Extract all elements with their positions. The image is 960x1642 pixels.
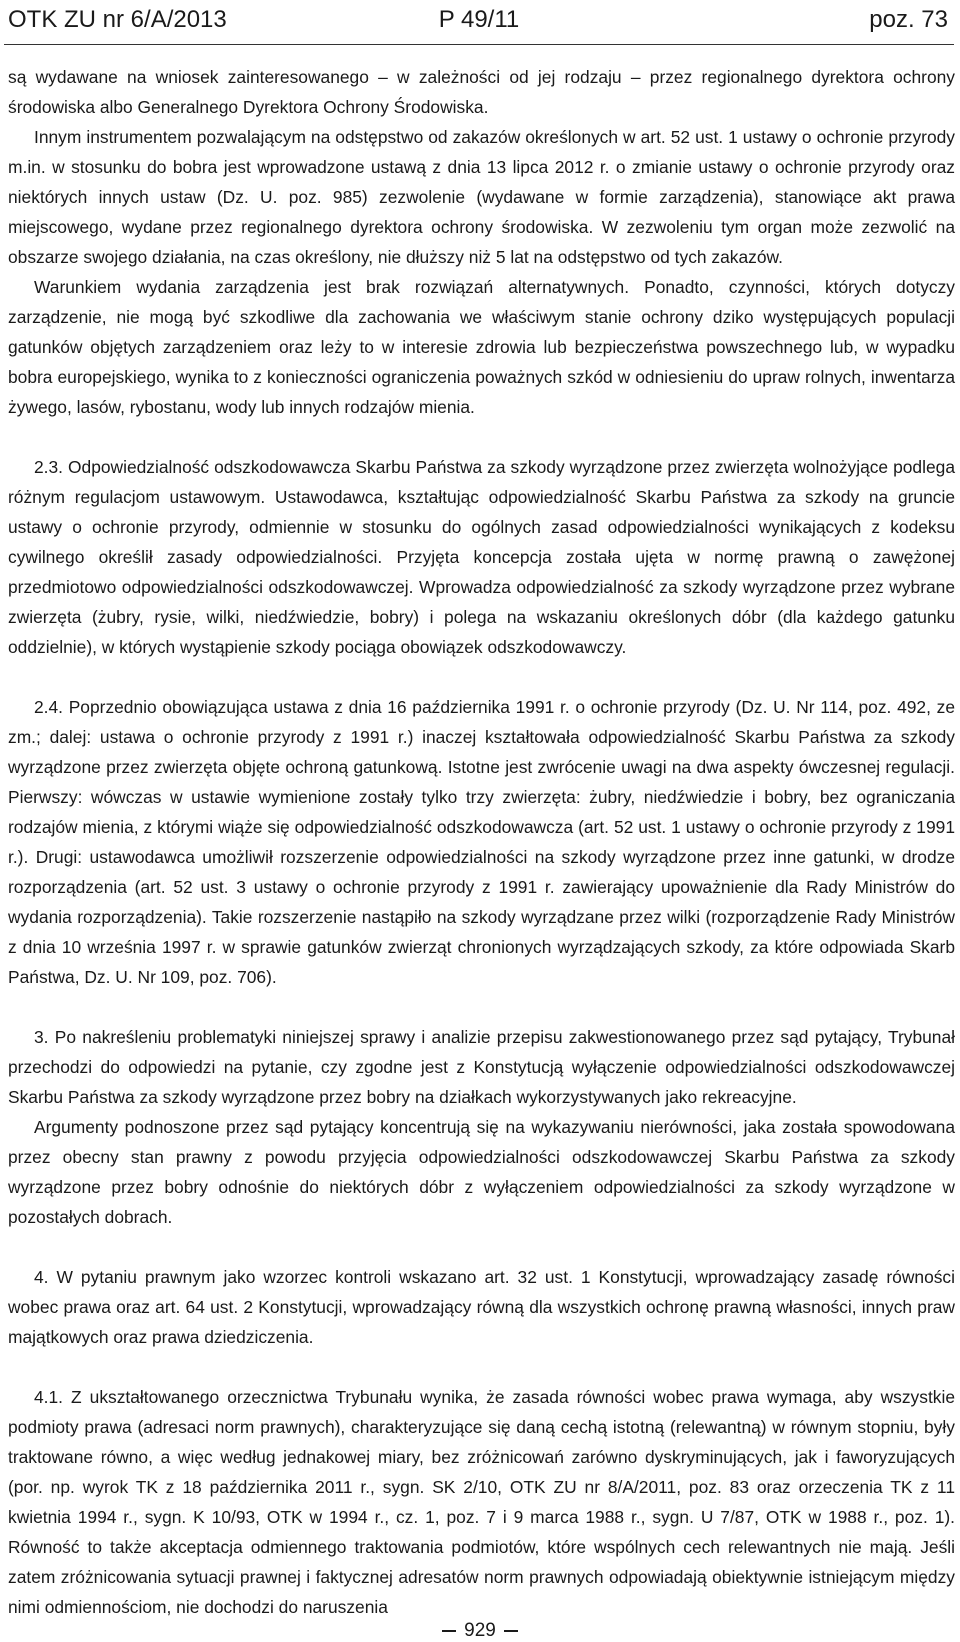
- page-footer: [0, 1620, 960, 1642]
- position-number: poz. 73: [869, 6, 948, 33]
- journal-reference: OTK ZU nr 6/A/2013: [8, 6, 227, 33]
- paragraph-2-4: 2.4. Poprzednio obowiązująca ustawa z dnia 16 października 1991 r. o ochronie przyrody (Dz. U. Nr 114, poz. 492, ze zm.; dalej: ustawa o ochronie przyrody z 1991 r.) inaczej kształtowała odpowiedzialność Skarbu Państwa za szkody wyrządzone przez zwierzęta objęte ochroną gatunkową. Istotne jest zwrócenie uwagi na dwa aspekty ówczesnej regulacji. Pierwszy: wówczas w ustawie wymienione zostały tylko trzy zwierzęta: żubry, niedźwiedzie i bobry, bez ograniczania rodzajów mienia, z którymi wiąże się odpowiedzialność odszkodowawcza (art. 52 ust. 1 ustawy o ochronie przyrody z 1991 r.). Drugi: ustawodawca umożliwił rozszerzenie odpowiedzialności na szkody wyrządzone przez inne gatunki, w drodze rozporządzenia (art. 52 ust. 3 ustawy o ochronie przyrody z 1991 r. zawierający upoważnienie dla Rady Ministrów do wydania rozporządzenia). Takie rozszerzenie nastąpiło na szkody wyrządzane przez wilki (rozporządzenie Rady Ministrów z dnia 10 września 1997 r. w sprawie gatunków zwierząt chronionych wyrządzających szkody, za które odpowiada Skarb Państwa, Dz. U. Nr 109, poz. 706).: [8, 697, 955, 987]
- footer-dash-right: [504, 1630, 518, 1632]
- paragraph-continuation: są wydawane na wniosek zainteresowanego – w zależności od jej rodzaju – przez regionalnego dyrektora ochrony środowiska albo Generalnego Dyrektora Ochrony Środowiska.: [8, 67, 955, 117]
- case-signature: P 49/11: [438, 6, 520, 33]
- footer-dash-left: [442, 1630, 456, 1632]
- document-body: [8, 62, 955, 1622]
- paragraph-arguments: Argumenty podnoszone przez sąd pytający koncentrują się na wykazywaniu nierówności, jaka została spowodowana przez obecny stan prawny z powodu przyjęcia odpowiedzialności odszkodowawczej Skarbu Państwa za szkody wyrządzone przez bobry odnośnie do niektórych dóbr z wyłączeniem odpowiedzialności za szkody wyrządzone w pozostałych dobrach.: [8, 1117, 955, 1227]
- paragraph-4: 4. W pytaniu prawnym jako wzorzec kontroli wskazano art. 32 ust. 1 Konstytucji, wprowadzający zasadę równości wobec prawa oraz art. 64 ust. 2 Konstytucji, wprowadzający równą dla wszystkich ochronę prawną własności, innych praw majątkowych oraz prawa dziedziczenia.: [8, 1267, 955, 1347]
- paragraph-2-3: 2.3. Odpowiedzialność odszkodowawcza Skarbu Państwa za szkody wyrządzone przez zwierzęta wolnożyjące podlega różnym regulacjom ustawowym. Ustawodawca, kształtując odpowiedzialność Skarbu Państwa za szkody na gruncie ustawy o ochronie przyrody, odmiennie w stosunku do ogólnych zasad odpowiedzialności wynikających z kodeksu cywilnego określił zasady odpowiedzialności. Przyjęta koncepcja została ujęta w normę prawną o zawężonej przedmiotowo odpowiedzialności odszkodowawczej. Wprowadza odpowiedzialność za szkody wyrządzone przez wybrane zwierzęta (żubry, rysie, wilki, niedźwiedzie, bobry) i polega na wskazaniu określonych dóbr (dla każdego gatunku oddzielnie), w których wystąpienie szkody pociąga obowiązek odszkodowawczy.: [8, 457, 955, 657]
- paragraph-3: 3. Po nakreśleniu problematyki niniejszej sprawy i analizie przepisu zakwestionowanego przez sąd pytający, Trybunał przechodzi do odpowiedzi na pytanie, czy zgodne jest z Konstytucją wyłączenie odpowiedzialności odszkodowawczej Skarbu Państwa za szkody wyrządzone przez bobry na działkach wykorzystywanych jako rekreacyjne.: [8, 1027, 955, 1107]
- paragraph-exemption-instrument: Innym instrumentem pozwalającym na odstępstwo od zakazów określonych w art. 52 ust. 1 ustawy o ochronie przyrody m.in. w stosunku do bobra jest wprowadzone ustawą z dnia 13 lipca 2012 r. o zmianie ustawy o ochronie przyrody oraz niektórych innych ustaw (Dz. U. poz. 985) zezwolenie (wydawane w formie zarządzenia), stanowiące akt prawa miejscowego, wydane przez regionalnego dyrektora ochrony środowiska. W zezwoleniu tym organ może zezwolić na obszarze swojego działania, na czas określony, nie dłuższy niż 5 lat na odstępstwo od tych zakazów.: [8, 127, 955, 267]
- page-number: 929: [464, 1620, 496, 1641]
- paragraph-conditions: Warunkiem wydania zarządzenia jest brak rozwiązań alternatywnych. Ponadto, czynności, których dotyczy zarządzenie, nie mogą być szkodliwe dla zachowania we właściwym stanie ochrony dziko występujących populacji gatunków objętych zarządzeniem oraz leży to w interesie zdrowia lub bezpieczeństwa powszechnego lub, w wypadku bobra europejskiego, wynika to z konieczności ograniczenia poważnych szkód w odniesieniu do upraw rolnych, inwentarza żywego, lasów, rybostanu, wody lub innych rodzajów mienia.: [8, 277, 955, 417]
- paragraph-4-1: 4.1. Z ukształtowanego orzecznictwa Trybunału wynika, że zasada równości wobec prawa wymaga, aby wszystkie podmioty prawa (adresaci norm prawnych), charakteryzujące się daną cechą istotną (relewantną) w równym stopniu, były traktowane równo, a więc według jednakowej miary, bez zróżnicowań zarówno dyskryminujących, jak i faworyzujących (por. np. wyrok TK z 18 października 2011 r., sygn. SK 2/10, OTK ZU nr 8/A/2011, poz. 83 oraz orzeczenia TK z 11 kwietnia 1994 r., sygn. K 10/93, OTK w 1994 r., cz. 1, poz. 7 i 9 marca 1988 r., sygn. U 7/87, OTK w 1988 r., poz. 1). Równość to także akceptacja odmiennego traktowania podmiotów, które wspólnych cech relewantnych nie mają. Jeśli zatem zróżnicowania sytuacji prawnej i faktycznej adresatów norm prawnych odpowiadają obiektywnie istniejącym między nimi odmiennościom, nie dochodzi do naruszenia: [8, 1387, 955, 1617]
- page-header: [4, 0, 954, 45]
